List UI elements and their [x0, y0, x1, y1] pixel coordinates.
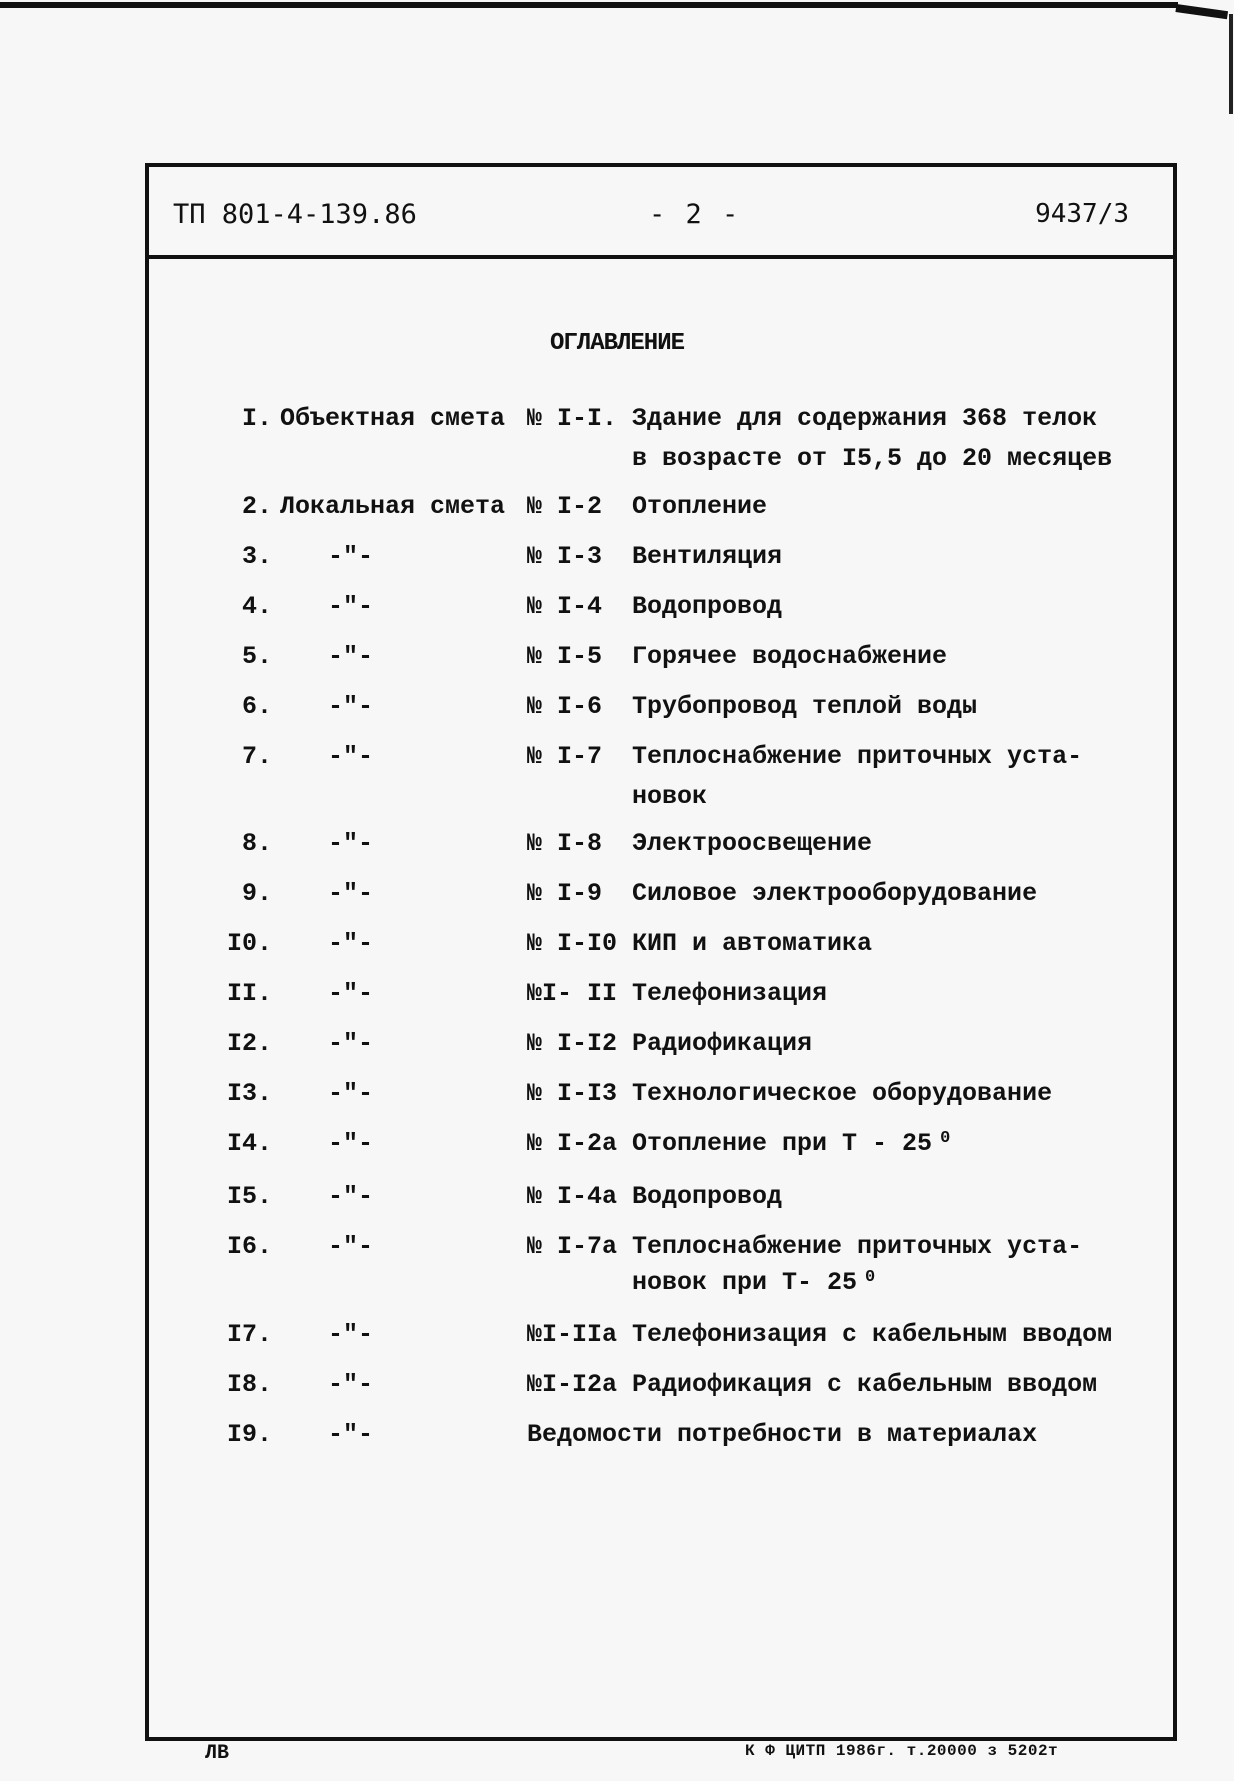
toc-entry	[0, 742, 1234, 811]
entry-code: № I-I3	[527, 1079, 618, 1108]
entry-number: 3.	[241, 542, 272, 571]
entry-number: 7.	[241, 742, 272, 771]
entry-number: I7.	[226, 1320, 272, 1349]
entry-title	[632, 829, 872, 858]
footer-initials: ЛВ	[205, 1742, 230, 1765]
entry-title-text: Отопление при Т - 25	[632, 1129, 933, 1158]
entry-number: I6.	[226, 1232, 272, 1261]
outer-border-right	[1229, 14, 1233, 114]
entry-title-text: Трубопровод теплой воды	[632, 692, 978, 721]
entry-ditto: -"-	[328, 642, 374, 671]
toc-entry	[0, 492, 1234, 532]
entry-title-continuation	[632, 444, 1112, 473]
entry-code: № I-3	[527, 542, 603, 571]
entry-title-text: Технологическое оборудование	[632, 1079, 1053, 1108]
entry-code: № I-9	[527, 879, 603, 908]
entry-code: № I-6	[527, 692, 603, 721]
entry-title	[632, 1079, 1052, 1108]
footer-print-info: К Ф ЦИТП 1986г. т.20000 з 5202т	[745, 1742, 1059, 1760]
entry-title-continuation-text: новок при Т- 25	[632, 1268, 858, 1297]
entry-ditto: -"-	[328, 542, 374, 571]
entry-title-continuation	[632, 782, 707, 811]
entry-code: № I-8	[527, 829, 603, 858]
page-title: ОГЛАВЛЕНИЕ	[549, 330, 685, 357]
entry-title-text: Водопровод	[632, 592, 783, 621]
toc-entry	[0, 1232, 1234, 1297]
entry-title	[632, 1232, 1082, 1261]
entry-number: 4.	[241, 592, 272, 621]
entry-type: Объектная смета	[280, 404, 506, 433]
entry-number: 6.	[241, 692, 272, 721]
entry-ditto: -"-	[328, 1182, 374, 1211]
toc-entry	[0, 642, 1234, 682]
degree-superscript: 0	[940, 1129, 951, 1148]
entry-code: №I-IIа	[527, 1320, 618, 1349]
entry-title-continuation-text: в возрасте от I5,5 до 20 месяцев	[632, 444, 1113, 473]
toc-entry	[0, 1370, 1234, 1410]
entry-number: I0.	[226, 929, 272, 958]
entry-ditto: -"-	[328, 1079, 374, 1108]
entry-title	[632, 1129, 951, 1158]
outer-border-corner	[1175, 4, 1228, 19]
entry-title	[632, 929, 872, 958]
entry-title-text: Водопровод	[632, 1182, 783, 1211]
entry-title	[527, 1420, 1037, 1449]
entry-title	[632, 404, 1097, 433]
entry-number: I2.	[226, 1029, 272, 1058]
entry-title-continuation-text: новок	[632, 782, 708, 811]
entry-title	[632, 542, 782, 571]
entry-ditto: -"-	[328, 1320, 374, 1349]
entry-title-text: Электроосвещение	[632, 829, 873, 858]
entry-title	[632, 692, 977, 721]
entry-ditto: -"-	[328, 1029, 374, 1058]
entry-number: I.	[241, 404, 272, 433]
document-code: ТП 801-4-139.86	[173, 199, 417, 230]
entry-code: № I-I0	[527, 929, 618, 958]
entry-code: № I-I2	[527, 1029, 618, 1058]
entry-title	[632, 979, 827, 1008]
entry-title	[632, 492, 767, 521]
entry-code: № I-5	[527, 642, 603, 671]
entry-code: № I-7а	[527, 1232, 618, 1261]
entry-code: № I-4а	[527, 1182, 618, 1211]
entry-ditto: -"-	[328, 742, 374, 771]
entry-ditto: -"-	[328, 979, 374, 1008]
toc-entry	[0, 1079, 1234, 1119]
toc-entry	[0, 592, 1234, 632]
entry-number: 8.	[241, 829, 272, 858]
toc-entry	[0, 1029, 1234, 1069]
entry-ditto: -"-	[328, 879, 374, 908]
entry-number: I4.	[226, 1129, 272, 1158]
entry-title	[632, 1320, 1112, 1349]
header-divider	[149, 255, 1173, 259]
entry-number: I3.	[226, 1079, 272, 1108]
entry-ditto: -"-	[328, 929, 374, 958]
sheet-number: 9437/3	[1035, 199, 1129, 229]
toc-entry	[0, 1320, 1234, 1360]
entry-code: № I-7	[527, 742, 603, 771]
toc-entry	[0, 1182, 1234, 1222]
entry-code: № I-2	[527, 492, 603, 521]
entry-title-continuation	[632, 1268, 876, 1297]
entry-title	[632, 642, 947, 671]
page-number: - 2 -	[649, 199, 741, 230]
entry-number: I5.	[226, 1182, 272, 1211]
entry-code: №I- II	[527, 979, 618, 1008]
entry-title-text: Телефонизация	[632, 979, 828, 1008]
entry-title	[632, 1029, 812, 1058]
entry-title-text: Силовое электрооборудование	[632, 879, 1038, 908]
entry-ditto: -"-	[328, 592, 374, 621]
entry-title-text: Телефонизация с кабельным вводом	[632, 1320, 1113, 1349]
toc-entry	[0, 1420, 1234, 1460]
entry-title	[632, 742, 1082, 771]
entry-title	[632, 592, 782, 621]
entry-title-text: Ведомости потребности в материалах	[527, 1420, 1038, 1449]
entry-title	[632, 879, 1037, 908]
entry-title-text: Горячее водоснабжение	[632, 642, 948, 671]
entry-ditto: -"-	[328, 1420, 374, 1449]
toc-entry	[0, 879, 1234, 919]
entry-number: I8.	[226, 1370, 272, 1399]
entry-title-text: Теплоснабжение приточных уста-	[632, 742, 1083, 771]
entry-title-text: Отопление	[632, 492, 768, 521]
toc-entry	[0, 542, 1234, 582]
entry-code: № I-I.	[527, 404, 618, 433]
entry-ditto: -"-	[328, 1370, 374, 1399]
outer-border-top	[0, 2, 1178, 8]
entry-title	[632, 1370, 1097, 1399]
entry-title-text: Теплоснабжение приточных уста-	[632, 1232, 1083, 1261]
entry-title-text: Радиофикация с кабельным вводом	[632, 1370, 1098, 1399]
entry-number: 2.	[241, 492, 272, 521]
entry-code: №I-I2а	[527, 1370, 618, 1399]
entry-title-text: Здание для содержания 368 телок	[632, 404, 1098, 433]
entry-number: II.	[226, 979, 272, 1008]
entry-ditto: -"-	[328, 1232, 374, 1261]
toc-entry	[0, 404, 1234, 473]
toc-entry	[0, 1129, 1234, 1169]
entry-title-text: Вентиляция	[632, 542, 783, 571]
entry-number: 9.	[241, 879, 272, 908]
toc-entry	[0, 929, 1234, 969]
entry-number: I9.	[226, 1420, 272, 1449]
entry-type: Локальная смета	[280, 492, 506, 521]
entry-ditto: -"-	[328, 692, 374, 721]
entry-title-text: КИП и автоматика	[632, 929, 873, 958]
entry-code: № I-2а	[527, 1129, 618, 1158]
degree-superscript: 0	[865, 1268, 876, 1287]
entry-number: 5.	[241, 642, 272, 671]
entry-title	[632, 1182, 782, 1211]
entry-title-text: Радиофикация	[632, 1029, 813, 1058]
entry-code: № I-4	[527, 592, 603, 621]
entry-ditto: -"-	[328, 1129, 374, 1158]
entry-ditto: -"-	[328, 829, 374, 858]
toc-entry	[0, 979, 1234, 1019]
toc-entry	[0, 692, 1234, 732]
toc-entry	[0, 829, 1234, 869]
